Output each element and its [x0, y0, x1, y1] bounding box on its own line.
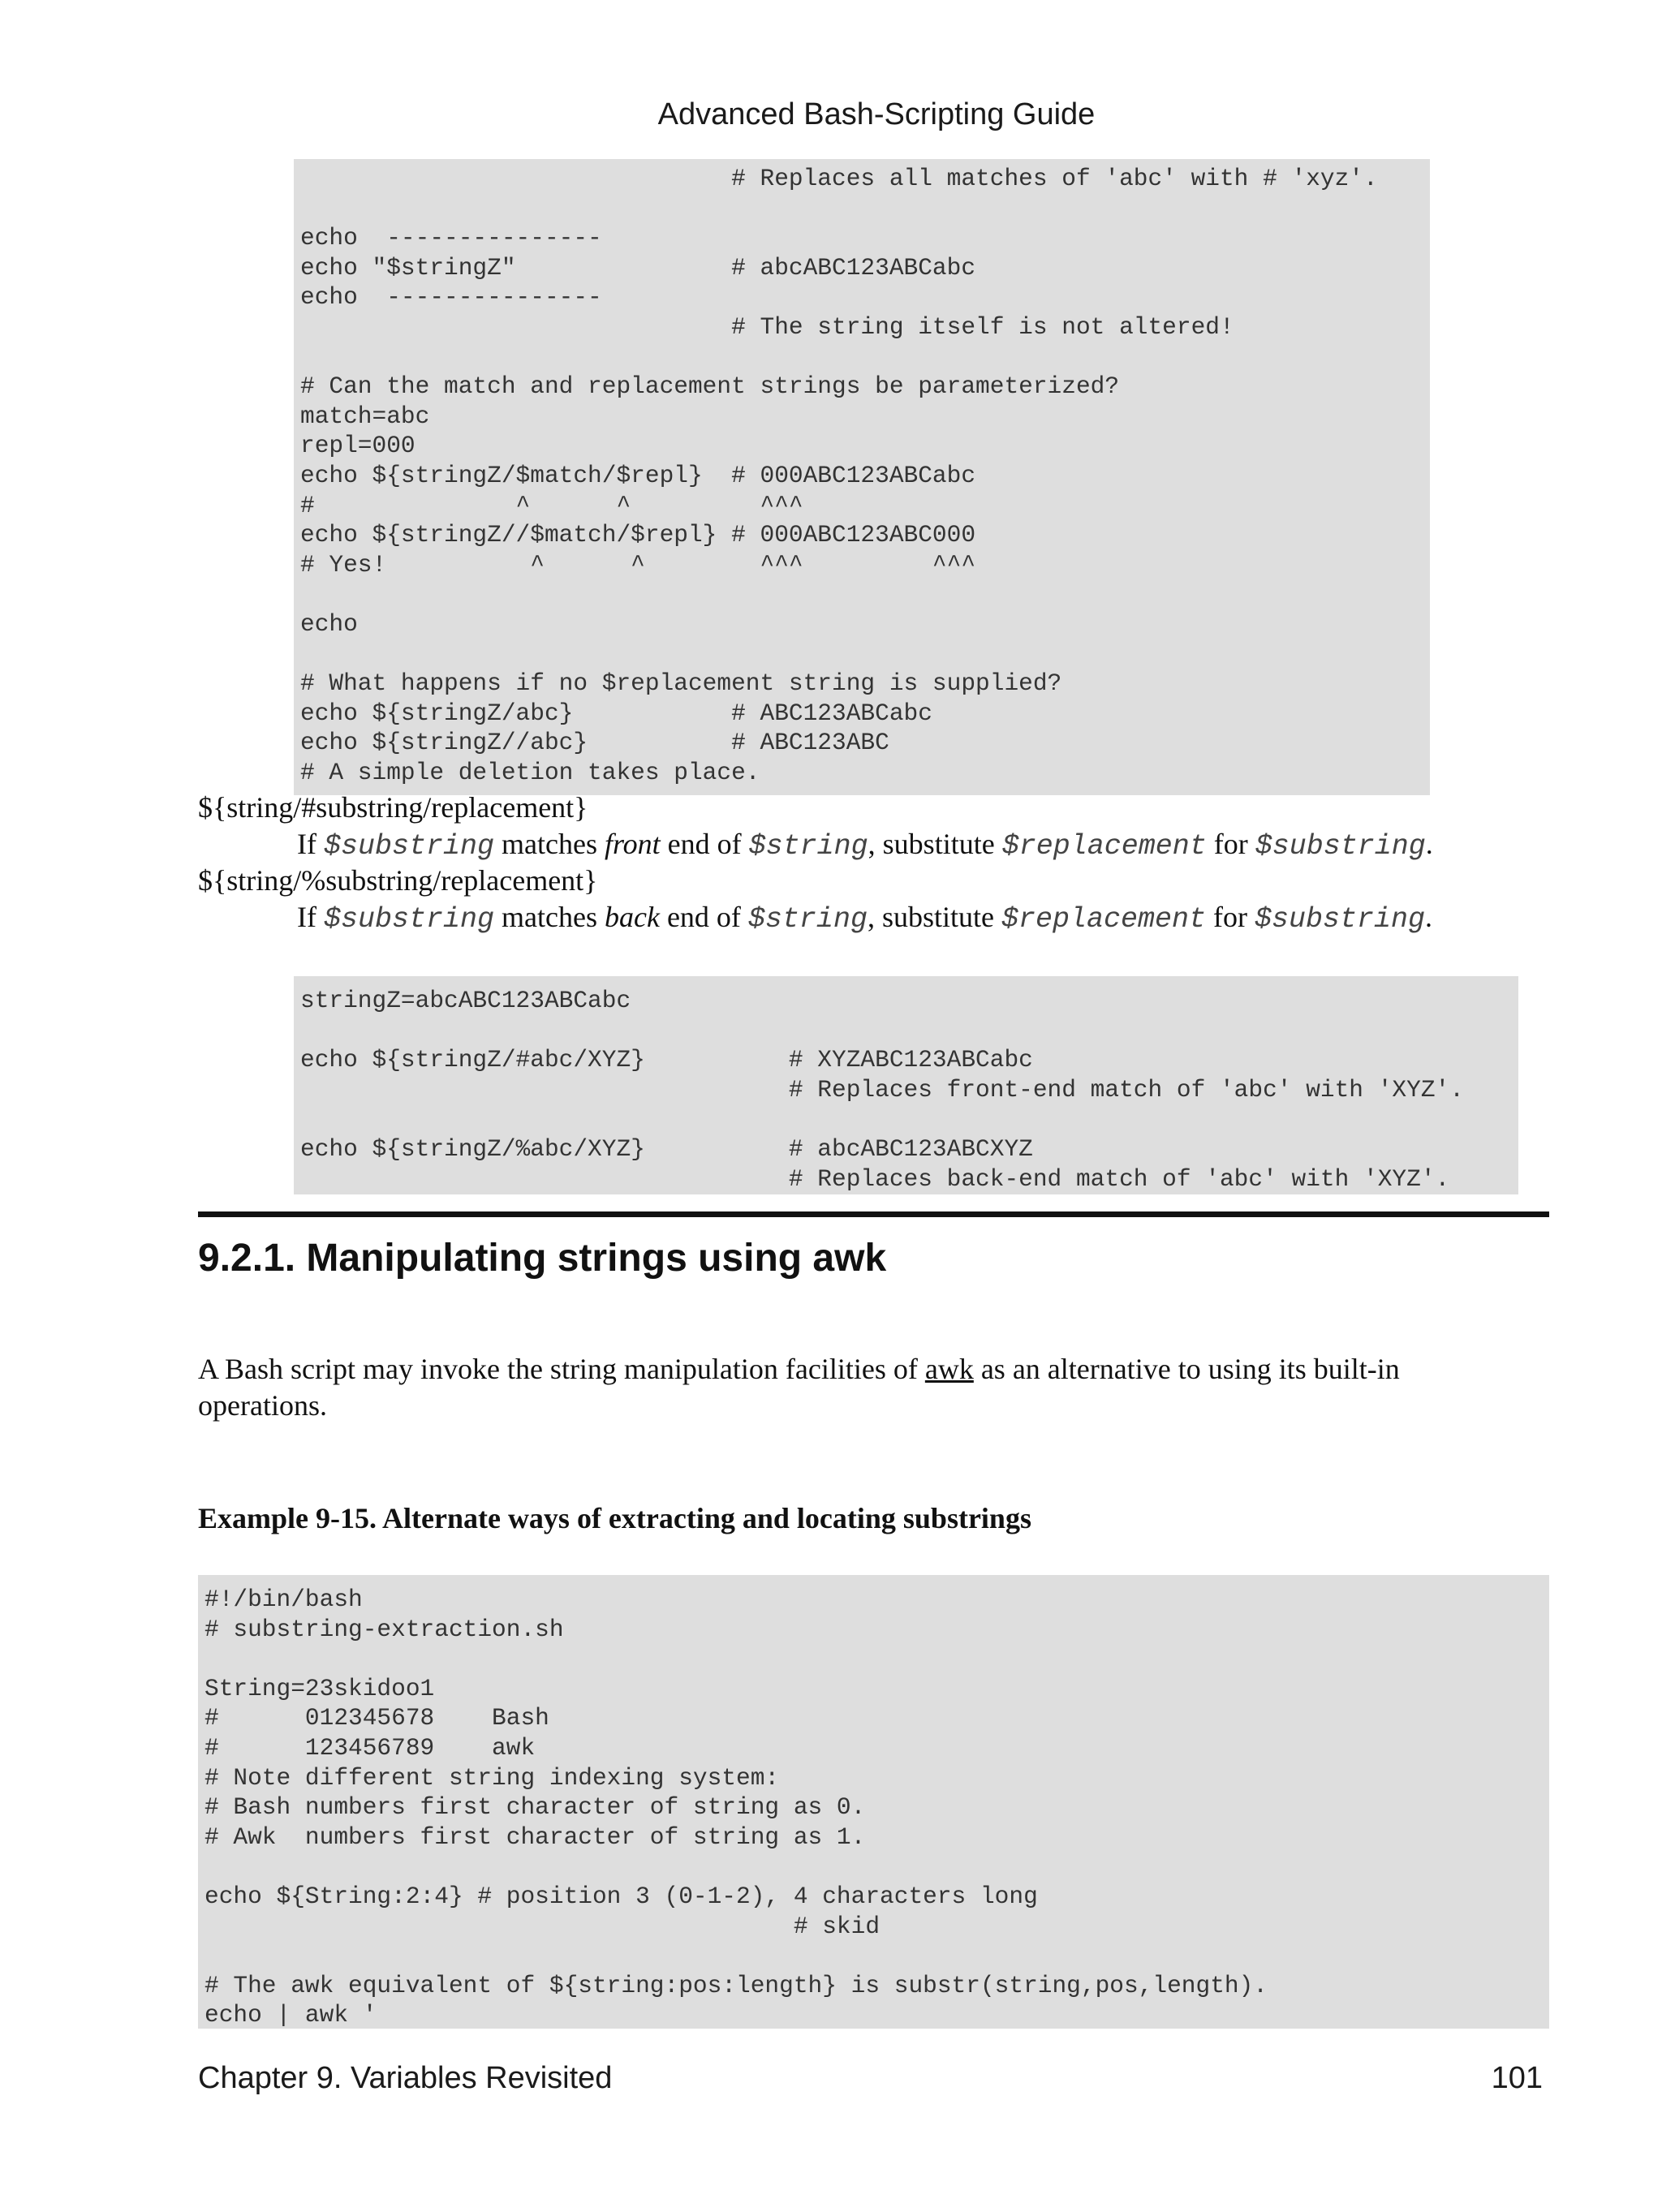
emphasis-back: back — [604, 901, 660, 933]
footer-chapter: Chapter 9. Variables Revisited — [198, 2061, 613, 2095]
term-back-replacement: ${string/%substring/replacement} — [198, 864, 598, 897]
code-string: $string — [747, 903, 868, 936]
code-replacement: $replacement — [1001, 830, 1207, 863]
section-divider — [198, 1211, 1549, 1217]
awk-link[interactable]: awk — [924, 1353, 974, 1385]
section-title: 9.2.1. Manipulating strings using awk — [198, 1237, 887, 1280]
code-string: $string — [748, 830, 868, 863]
running-header: Advanced Bash-Scripting Guide — [657, 97, 1096, 131]
code-substring: $substring — [1255, 903, 1426, 936]
code-substring: $substring — [1255, 830, 1426, 863]
term-front-replacement: ${string/#substring/replacement} — [198, 791, 588, 824]
code-block-replace-all: # Replaces all matches of 'abc' with # 'xyz'. echo --------------- echo "$stringZ" # abcABC123ABCabc echo --------------- # The string itself is not altered! # Can the match and replacement strings be parameterized? match=abc repl=000 echo ${stringZ/$match/$repl} # 000ABC123ABCabc # ^ ^ ^^^ echo ${stringZ//$match/$repl} # 000ABC123ABC000 # Yes! ^ ^ ^^^ ^^^ echo # What happens if no $replacement string is supplied? echo ${stringZ/abc} # ABC123ABCabc echo ${stringZ//abc} # ABC123ABC # A simple deletion takes place. — [294, 159, 1430, 795]
emphasis-front: front — [604, 828, 661, 860]
example-title: Example 9-15. Alternate ways of extracting and locating substrings — [198, 1502, 1031, 1534]
code-substring: $substring — [323, 830, 495, 863]
code-block-front-back-replace: stringZ=abcABC123ABCabc echo ${stringZ/#abc/XYZ} # XYZABC123ABCabc # Replaces front-end match of 'abc' with 'XYZ'. echo ${stringZ/%abc/XYZ} # abcABC123ABCXYZ # Replaces back-end match of 'abc' with 'XYZ'. — [294, 976, 1518, 1194]
definition-back-replacement: If $substring matches back end of $string, substitute $replacement for $substring. — [297, 901, 1433, 936]
code-substring: $substring — [323, 903, 495, 936]
definition-front-replacement: If $substring matches front end of $string, substitute $replacement for $substring. — [297, 828, 1433, 863]
intro-paragraph: A Bash script may invoke the string manipulation facilities of awk as an alternative to using its built-in operations. — [198, 1353, 1400, 1422]
page-number: 101 — [1491, 2061, 1543, 2095]
code-block-substring-extraction: #!/bin/bash # substring-extraction.sh String=23skidoo1 # 012345678 Bash # 123456789 awk # Note different string indexing system: # Bash numbers first character of string as 0. # Awk numbers first character of string as 1. echo ${String:2:4} # position 3 (0-1-2), 4 characters long # skid # The awk equivalent of ${string:pos:length} is substr(string,pos,length). echo | awk ' — [198, 1575, 1549, 2029]
code-replacement: $replacement — [1001, 903, 1207, 936]
